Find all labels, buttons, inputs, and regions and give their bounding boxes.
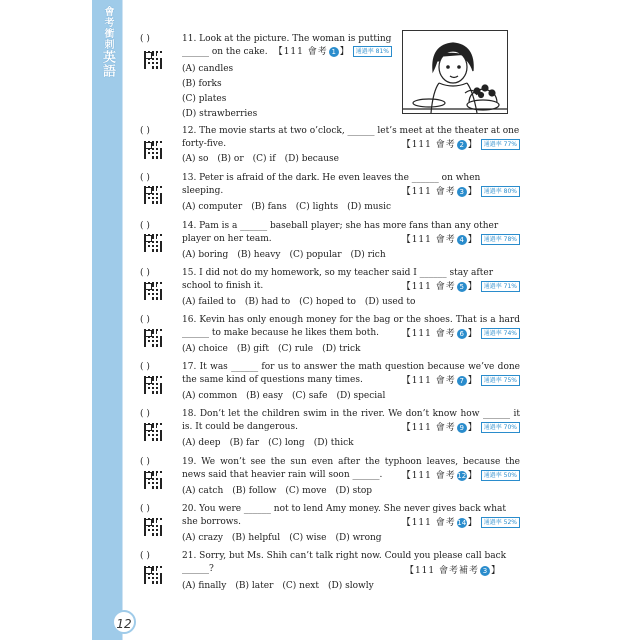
question-21 [140,550,520,598]
option-b: (B) later [235,581,274,591]
qr-code[interactable] [144,376,162,394]
source-label: 【111 會考 [401,471,456,481]
qr-code[interactable] [144,51,162,69]
qr-code[interactable] [144,423,162,441]
source-label: 【111 會考補考 [404,566,479,576]
options-list [182,437,520,450]
option-a: (A) deep [182,438,221,448]
source-badge: 【111 會考補考 3 】 [404,566,500,576]
source-badge: 【111 會考 2 】 通過率 77% [402,139,520,152]
question-stem: 12. The movie starts at two o’clock, ______ let’s meet at the theater at one forty-five. [182,126,520,149]
question-index: 7 [457,376,467,386]
question-index: 2 [457,140,467,150]
question-11 [140,33,520,123]
pass-rate: 通過率 78% [481,234,520,245]
option-c: (C) long [268,438,305,448]
series-title: 會考衝刺 [102,6,113,50]
qr-code[interactable] [144,566,162,584]
pass-rate: 通過率 75% [481,375,520,386]
answer-paren[interactable]: ( ) [140,409,150,419]
answer-paren[interactable]: ( ) [140,551,150,561]
source-badge: 【111 會考 12 】 通過率 50% [402,470,520,483]
subject-label [100,6,114,78]
pass-rate: 通過率 74% [481,328,520,339]
options-list [182,201,520,214]
question-18 [140,408,520,450]
question-stem: 14. Pam is a ______ baseball player; she has more fans than any other player on her team. [182,221,499,244]
answer-paren[interactable]: ( ) [140,268,150,278]
option-d: (D) stop [335,486,373,496]
qr-code[interactable] [144,471,162,489]
question-stem: 20. You were ______ not to lend Amy money. She never gives back what she borrows. [182,504,507,527]
options-list [182,580,520,593]
strip-divider [122,0,123,640]
option-c: (C) wise [289,533,327,543]
question-stem: 13. Peter is afraid of the dark. He even leaves the ______ on when sleeping. [182,173,481,196]
answer-paren[interactable]: ( ) [140,221,150,231]
pass-rate: 通過率 71% [481,281,520,292]
option-d: (D) because [284,154,339,164]
qr-code[interactable] [144,282,162,300]
source-label: 【111 會考 [401,423,456,433]
question-index: 5 [457,282,467,292]
side-strip [92,0,122,640]
option-d: (D) trick [322,344,361,354]
source-badge: 【111 會考 4 】 通過率 78% [402,234,520,247]
question-index: 9 [457,423,467,433]
pass-rate: 通過率 81% [353,46,392,57]
option-d: (D) thick [313,438,354,448]
option-c: (C) popular [289,250,342,260]
option-a: (A) choice [182,344,228,354]
question-13 [140,172,520,212]
option-d: (D) music [347,202,392,212]
question-index: 6 [457,329,467,339]
option-a: (A) so [182,154,209,164]
question-stem: 17. It was ______ for us to answer the math question because we’ve done the same kind of questions many times. [182,362,520,385]
question-20 [140,503,520,543]
option-c: (C) next [282,581,319,591]
question-stem: 18. Don’t let the children swim in the river. We don’t know how ______ it is. It could be dangerous. [182,409,520,432]
answer-paren[interactable]: ( ) [140,173,150,183]
source-label: 【111 會考 [401,187,456,197]
question-stem: 21. Sorry, but Ms. Shih can’t talk right now. Could you please call back ______? [182,551,507,574]
question-index: 3 [457,187,467,197]
pass-rate: 通過率 50% [481,470,520,481]
question-15 [140,267,520,307]
options-list [182,390,520,403]
question-index: 3 [480,566,490,576]
source-badge: 【111 會考 1 】 通過率 81% [274,46,392,59]
option-a: (A) computer [182,202,243,212]
source-badge: 【111 會考 14 】 通過率 52% [402,517,520,530]
option-a: (A) boring [182,250,229,260]
source-label: 【111 會考 [401,329,456,339]
option-b: (B) fans [251,202,287,212]
option-c: (C) lights [295,202,339,212]
question-stem: 19. We won’t see the sun even after the typhoon leaves, because the news said that heavier rain will soon ______. [182,457,520,480]
option-c: (C) safe [292,391,328,401]
options-list [182,153,520,166]
options-list [182,63,520,121]
pass-rate: 通過率 70% [481,422,520,433]
question-stem: 16. Kevin has only enough money for the bag or the shoes. That is a hard ______ to make because he likes them both. [182,315,520,338]
source-label: 【111 會考 [401,282,456,292]
question-index: 12 [457,471,467,480]
option-b: (B) or [217,154,244,164]
qr-code[interactable] [144,141,162,159]
options-list [182,249,520,262]
option-a: (A) finally [182,581,227,591]
source-label: 【111 會考 [401,235,456,245]
qr-code[interactable] [144,186,162,204]
answer-paren[interactable]: ( ) [140,457,150,467]
option-b: (B) easy [246,391,284,401]
option-a: (A) crazy [182,533,223,543]
subject-title: 英語 [100,50,115,78]
question-12 [140,125,520,165]
pass-rate: 通過率 80% [481,186,520,197]
option-c: (C) rule [277,344,314,354]
option-d: (D) special [336,391,386,401]
source-label: 【111 會考 [273,47,328,57]
source-label: 【111 會考 [401,376,456,386]
answer-paren[interactable]: ( ) [140,315,150,325]
option-a: (A) catch [182,486,224,496]
options-list [182,296,520,309]
option-b: (B) heavy [237,250,281,260]
qr-code[interactable] [144,518,162,536]
option-a: (A) common [182,391,238,401]
options-list [182,485,520,498]
source-label: 【111 會考 [401,518,456,528]
qr-code[interactable] [144,329,162,347]
question-16 [140,314,520,356]
question-index: 4 [457,235,467,245]
source-label: 【111 會考 [401,140,456,150]
option-b: (B) follow [232,486,277,496]
option-c: (C) hoped to [299,297,356,307]
option-b: (B) gift [236,344,269,354]
question-stem: 15. I did not do my homework, so my teacher said I ______ stay after school to finish it. [182,268,494,291]
option-d: (D) strawberries [182,109,258,119]
option-b: (B) had to [244,297,291,307]
option-d: (D) slowly [327,581,374,591]
option-c: (C) if [252,154,276,164]
option-b: (B) helpful [231,533,281,543]
question-17 [140,361,520,403]
options-list [182,343,520,356]
pass-rate: 通過率 52% [481,517,520,528]
option-d: (D) rich [350,250,386,260]
options-list [182,532,520,545]
source-badge: 【111 會考 5 】 通過率 71% [402,281,520,294]
answer-paren[interactable]: ( ) [140,126,150,136]
pass-rate: 通過率 77% [481,139,520,150]
question-index: 14 [457,518,467,527]
page-number: 12 [112,610,136,634]
source-badge: 【111 會考 7 】 通過率 75% [402,375,520,388]
source-badge: 【111 會考 9 】 通過率 70% [402,422,520,435]
option-c: (C) move [285,486,327,496]
option-b: (B) forks [182,79,222,89]
option-d: (D) wrong [335,533,382,543]
option-a: (A) failed to [182,297,236,307]
question-14 [140,220,520,260]
option-d: (D) used to [364,297,416,307]
answer-paren[interactable]: ( ) [140,34,150,44]
answer-paren[interactable]: ( ) [140,362,150,372]
source-badge: 【111 會考 3 】 通過率 80% [402,186,520,199]
question-index: 1 [329,47,339,57]
answer-paren[interactable]: ( ) [140,504,150,514]
question-stem: 11. Look at the picture. The woman is putting ______ on the cake. [182,34,392,57]
option-a: (A) candles [182,64,234,74]
question-19 [140,456,520,498]
option-b: (B) far [229,438,260,448]
option-c: (C) plates [182,94,227,104]
qr-code[interactable] [144,234,162,252]
source-badge: 【111 會考 6 】 通過率 74% [402,328,520,341]
